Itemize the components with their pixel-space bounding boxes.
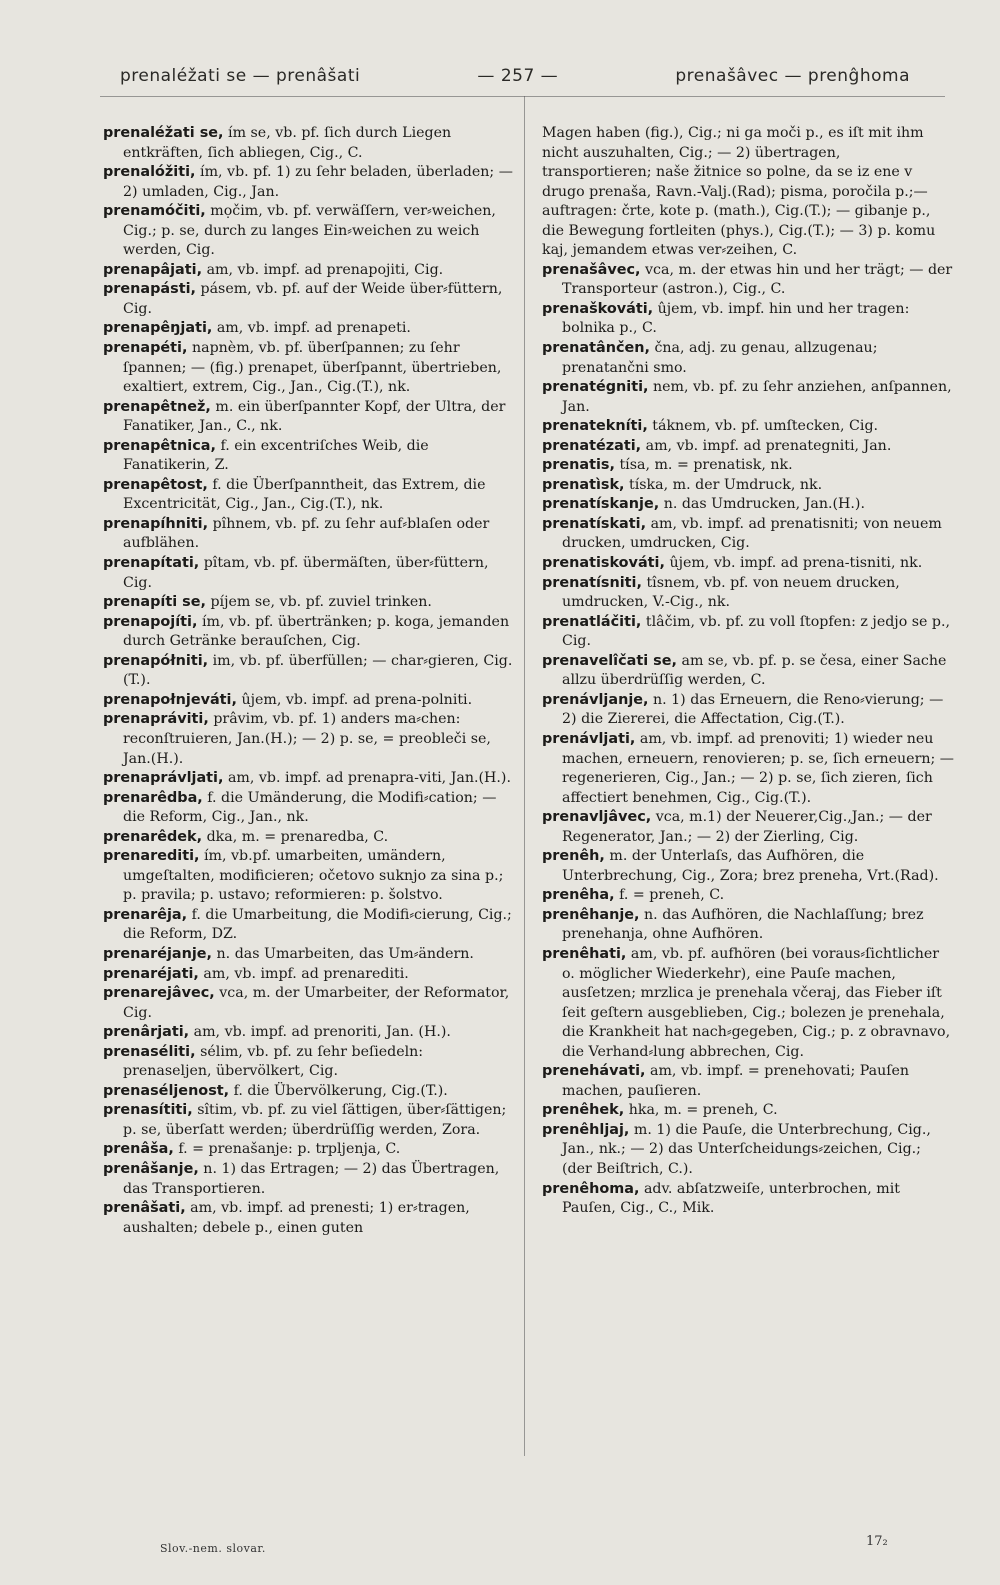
dictionary-entry	[103, 202, 513, 261]
dictionary-entry	[103, 1160, 513, 1199]
definition-text: am, vb. impf. ad prenatisniti; von neuem drucken, umdrucken, Cig.	[562, 515, 942, 552]
page-header	[120, 60, 910, 92]
dictionary-entry	[103, 1023, 513, 1043]
dictionary-entry	[103, 1101, 513, 1140]
dictionary-entry	[542, 652, 954, 691]
definition-text: pîhnem, vb. pf. zu ſehr auf⸗blaſen oder aufblähen.	[123, 515, 490, 552]
definition-text: táknem, vb. pf. umſtecken, Cig.	[647, 418, 879, 435]
definition-text: f. die Umarbeitung, die Modifi⸗cierung, Cig.; die Reform, DZ.	[123, 906, 512, 943]
dictionary-entry	[542, 417, 954, 437]
definition-text: ím, vb.pf. umarbeiten, umändern, umgeſtalten, modificieren; očetovo suknjo za sina p.; p. pravila; p. ustavo; reformieren: p. šolstvo.	[123, 848, 504, 904]
dictionary-entry	[542, 300, 954, 339]
headword: prenapíhniti,	[103, 515, 209, 532]
headword: prenarediti,	[103, 848, 200, 865]
dictionary-entry	[103, 1140, 513, 1160]
headword: prenávljati,	[542, 730, 636, 747]
definition-text: čna, adj. zu genau, allzugenau; prenatančni smo.	[562, 340, 878, 376]
headword: prenâšanje,	[103, 1160, 199, 1177]
headword: prenapâjati,	[103, 261, 203, 278]
headword: prenêhoma,	[542, 1180, 640, 1197]
definition-text: tîsnem, vb. pf. von neuem drucken, umdrucken, V.-Cig., nk.	[562, 574, 900, 611]
headword: prenapásti,	[103, 281, 196, 298]
dictionary-entry	[103, 769, 513, 789]
dictionary-entry	[103, 965, 513, 985]
headword: prenalóžiti,	[103, 164, 196, 181]
headword: prenapíti se,	[103, 594, 206, 611]
definition-text: prâvim, vb. pf. 1) anders ma⸗chen: reconſtruieren, Jan.(H.); — 2) p. se, = preobleči se, Jan.(H.).	[123, 711, 491, 767]
dictionary-entry	[542, 808, 954, 847]
dictionary-entry	[103, 691, 513, 711]
definition-text: sîtim, vb. pf. zu viel ſättigen, über⸗ſättigen; p. se, überſatt werden; überdrüſſig werden, Zora.	[123, 1102, 507, 1138]
dictionary-entry	[103, 280, 513, 319]
definition-text: Magen haben (fig.), Cig.; ni ga moči p., es iſt mit ihm nicht auszuhalten, Cig.; — 2) übertragen, transportieren; naše žitnice so polne, da se iz ene v drugo prenaša, Ravn.-Valj.(Rad); pisma, poročila p.;—auftragen: črte, kote p. (math.), Cig.(T.); — gibanje p., die Bewegung fortleiten (phys.), Cig.(T.); — 3) p. komu kaj, jemandem etwas ver⸗zeihen, C.	[542, 125, 936, 259]
dictionary-entry	[103, 710, 513, 769]
headword: prenapítati,	[103, 555, 200, 572]
headword: prenatis,	[542, 457, 615, 474]
dictionary-entry	[542, 495, 954, 515]
headword: prenatískanje,	[542, 496, 660, 513]
headword: prenaséliti,	[103, 1043, 196, 1060]
definition-text: vca, m.1) der Neuerer,Cig.,Jan.; — der Regenerator, Jan.; — 2) der Zierling, Cig.	[562, 809, 932, 845]
dictionary-entry	[103, 476, 513, 515]
headword: prenêha,	[542, 887, 615, 904]
dictionary-entry	[542, 691, 954, 730]
right-column	[542, 124, 954, 1219]
definition-text: pîtam, vb. pf. übermäſten, über⸗füttern, Cig.	[123, 555, 489, 591]
dictionary-entry	[103, 261, 513, 281]
headword: prenapêtnež,	[103, 398, 211, 415]
headword: prenêhek,	[542, 1102, 625, 1119]
headword: prenâšati,	[103, 1200, 186, 1217]
headword: prenávljanje,	[542, 691, 649, 708]
definition-text: m. 1) die Pauſe, die Unterbrechung, Cig., Jan., nk.; — 2) das Unterſcheidungs⸗zeichen, Cig.; (der Beiſtrich, C.).	[562, 1121, 931, 1177]
definition-text: vca, m. der etwas hin und her trägt; — der Transporteur (astron.), Cig., C.	[562, 261, 953, 298]
dictionary-entry	[542, 730, 954, 808]
headword: prenaškováti,	[542, 300, 654, 317]
definition-text: am, vb. pf. aufhören (bei voraus⸗ſichtlicher o. möglicher Wiederkehr), eine Pauſe machen, ausſetzen; mrzlica je prenehala včeraj, das Fieber iſt ſeit geſtern ausgeblieben, Cig.; bolezen je prenehala, die Krankheit hat nach⸗gegeben, Cig.; p. z obravnavo, die Verhand⸗lung abbrechen, Cig.	[562, 945, 951, 1060]
dictionary-entry	[103, 613, 513, 652]
dictionary-entry	[103, 945, 513, 965]
definition-text: ûjem, vb. impf. hin und her tragen: bolnika p., C.	[562, 300, 910, 337]
dictionary-entry	[103, 789, 513, 828]
definition-text: im, vb. pf. überfüllen; — char⸗gieren, Cig.(T.).	[123, 652, 513, 689]
definition-text: am, vb. impf. ad prenesti; 1) er⸗tragen, aushalten; debele p., einen guten	[123, 1200, 470, 1236]
headword: prenatégniti,	[542, 379, 649, 396]
definition-text: n. 1) das Erneuern, die Reno⸗vierung; — 2) die Ziererei, die Affectation, Cig.(T.).	[562, 691, 944, 728]
definition-text: f. ein excentriſches Weib, die Fanatikerin, Z.	[123, 437, 429, 474]
definition-text: am, vb. impf. ad prenapojiti, Cig.	[202, 261, 444, 278]
dictionary-entry	[103, 1082, 513, 1102]
headword: prenâša,	[103, 1141, 174, 1158]
headword: prenatísniti,	[542, 574, 642, 591]
headword: prenapojíti,	[103, 613, 198, 630]
headword: prenapołnjeváti,	[103, 691, 237, 708]
dictionary-entry	[103, 847, 513, 906]
headword: prenarêja,	[103, 906, 188, 923]
headword: prenêhati,	[542, 945, 627, 962]
dictionary-entry	[103, 437, 513, 476]
definition-text: mọčim, vb. pf. verwäſſern, ver⸗weichen, Cig.; p. se, durch zu langes Ein⸗weichen zu weich werden, Cig.	[123, 203, 496, 259]
dictionary-entry	[103, 1043, 513, 1082]
headword: prenatekníti,	[542, 418, 648, 435]
definition-text: m. ein überſpannter Kopf, der Ultra, der Fanatiker, Jan., C., nk.	[123, 398, 506, 435]
headword: prenaléžati se,	[103, 125, 224, 141]
definition-text: n. das Umdrucken, Jan.(H.).	[659, 496, 865, 513]
definition-text: f. = preneh, C.	[614, 887, 725, 904]
definition-text: dka, m. = prenaredba, C.	[202, 828, 389, 845]
dictionary-entry	[542, 378, 954, 417]
dictionary-entry	[542, 1062, 954, 1101]
headword: prenamóčiti,	[103, 203, 206, 220]
definition-text: am se, vb. pf. p. se česa, einer Sache allzu überdrüſſig werden, C.	[562, 652, 947, 689]
headword: prenatláčiti,	[542, 613, 642, 630]
dictionary-entry	[542, 906, 954, 945]
headword: prenapráviti,	[103, 711, 209, 728]
headword: prenarêdek,	[103, 828, 203, 845]
dictionary-entry	[103, 984, 513, 1023]
dictionary-entry	[103, 906, 513, 945]
dictionary-entry	[542, 476, 954, 496]
definition-text: f. = prenašanje: p. trpljenja, C.	[173, 1141, 401, 1158]
dictionary-entry	[103, 554, 513, 593]
definition-text: am, vb. impf. ad prenategniti, Jan.	[641, 437, 892, 454]
headword: prenaréjanje,	[103, 945, 213, 962]
dictionary-entry	[103, 339, 513, 398]
dictionary-entry	[542, 1121, 954, 1180]
headword: prenatìsk,	[542, 476, 625, 493]
definition-text: am, vb. impf. ad prenoviti; 1) wieder neu machen, erneuern, renovieren; p. se, ſich erneuern; — regenerieren, Cig., Jan.; — 2) p. se, ſich zieren, ſich affectiert benehmen, Cig., Cig.(T.).	[562, 730, 954, 806]
definition-text: ûjem, vb. impf. ad prena-tisniti, nk.	[664, 555, 923, 572]
dictionary-entry	[542, 1180, 954, 1219]
headword: prenapêtost,	[103, 476, 208, 493]
headword: prenehávati,	[542, 1063, 646, 1080]
dictionary-entry	[103, 124, 513, 163]
dictionary-entry	[542, 339, 954, 378]
footer-signature-text: Slov.-nem. slovar.	[160, 1542, 266, 1555]
headword: prenatískati,	[542, 515, 647, 532]
headword: prenaprávljati,	[103, 770, 224, 787]
headword: prenatiskováti,	[542, 555, 665, 572]
dictionary-entry	[542, 554, 954, 574]
definition-text: ûjem, vb. impf. ad prena-polniti.	[236, 691, 473, 708]
definition-text: sélim, vb. pf. zu ſehr beſiedeln: prenaseljen, übervölkert, Cig.	[123, 1043, 424, 1080]
dictionary-entry	[542, 945, 954, 1062]
definition-text: m. der Unterlaſs, das Aufhören, die Unterbrechung, Cig., Zora; brez preneha, Vrt.(Rad).	[562, 848, 939, 884]
definition-text: ím, vb. pf. übertränken; p. koga, jemanden durch Getränke berauſchen, Cig.	[123, 613, 510, 650]
definition-text: nem, vb. pf. zu ſehr anziehen, anſpannen, Jan.	[562, 379, 952, 415]
headword: prenaréjati,	[103, 965, 199, 982]
dictionary-entry	[103, 652, 513, 691]
dictionary-entry	[542, 456, 954, 476]
dictionary-entry	[542, 847, 954, 886]
definition-text: tíska, m. der Umdruck, nk.	[624, 476, 823, 493]
headword: prenaséljenost,	[103, 1082, 230, 1099]
printer-signature: 17₂	[866, 1534, 888, 1549]
definition-text: adv. abſatzweiſe, unterbrochen, mit Pauſen, Cig., C., Mik.	[562, 1180, 900, 1217]
headword: prenapółniti,	[103, 652, 209, 669]
dictionary-entry	[542, 124, 954, 261]
definition-text: píjem se, vb. pf. zuviel trinken.	[205, 594, 432, 611]
definition-text: vca, m. der Umarbeiter, der Reformator, Cig.	[123, 985, 510, 1021]
headword: prenašâvec,	[542, 261, 641, 278]
dictionary-entry	[542, 437, 954, 457]
definition-text: napnèm, vb. pf. überſpannen; zu ſehr ſpannen; — (fig.) prenapet, überſpannt, übertrieben, exaltiert, extrem, Cig., Jan., Cig.(T.), nk.	[123, 340, 502, 396]
definition-text: tlâčim, vb. pf. zu voll ſtopfen: z jedjo se p., Cig.	[562, 613, 951, 650]
dictionary-entry	[103, 163, 513, 202]
headword: prenêhanje,	[542, 906, 640, 923]
dictionary-entry	[542, 886, 954, 906]
headword: prenapêŋjati,	[103, 320, 213, 337]
header-right: prenašâvec — prenĝhoma	[675, 66, 910, 86]
definition-text: am, vb. impf. ad prenarediti.	[198, 965, 409, 982]
definition-text: pásem, vb. pf. auf der Weide über⸗füttern, Cig.	[123, 281, 503, 317]
dictionary-entry	[103, 593, 513, 613]
dictionary-entry	[103, 398, 513, 437]
definition-text: tísa, m. = prenatisk, nk.	[614, 457, 793, 474]
headword: prenêhljaj,	[542, 1121, 630, 1138]
dictionary-entry	[103, 515, 513, 554]
headword: prenatézati,	[542, 437, 642, 454]
definition-text: n. 1) das Ertragen; — 2) das Übertragen, das Transportieren.	[123, 1160, 500, 1197]
headword: prenasítiti,	[103, 1102, 193, 1119]
definition-text: n. das Aufhören, die Nachlaſſung; brez prenehanja, ohne Aufhören.	[562, 906, 924, 943]
dictionary-entry	[103, 828, 513, 848]
dictionary-entry	[542, 574, 954, 613]
dictionary-entry	[542, 1101, 954, 1121]
headword: prenavljâvec,	[542, 809, 652, 826]
definition-text: f. die Übervölkerung, Cig.(T.).	[229, 1082, 448, 1099]
definition-text: hka, m. = preneh, C.	[624, 1102, 778, 1119]
header-rule	[100, 96, 945, 97]
definition-text: am, vb. impf. ad prenapeti.	[212, 320, 411, 337]
headword: prenârjati,	[103, 1024, 190, 1041]
headword: prenarêdba,	[103, 789, 203, 806]
definition-text: f. die Überſpanntheit, das Extrem, die Excentricität, Cig., Jan., Cig.(T.), nk.	[123, 476, 486, 513]
header-left: prenaléžati se — prenâšati	[120, 66, 361, 86]
dictionary-entry	[542, 261, 954, 300]
headword: prenavelîčati se,	[542, 652, 677, 669]
headword: prenarejâvec,	[103, 985, 215, 1002]
definition-text: am, vb. impf. ad prenapra-viti, Jan.(H.).	[223, 770, 511, 787]
definition-text: am, vb. impf. ad prenoriti, Jan. (H.).	[189, 1024, 451, 1041]
dictionary-entry	[103, 1199, 513, 1238]
dictionary-entry	[542, 515, 954, 554]
column-divider	[524, 96, 525, 1456]
definition-text: ím se, vb. pf. ſich durch Liegen entkräften, ſich abliegen, Cig., C.	[123, 125, 452, 161]
headword: prenapéti,	[103, 340, 188, 357]
dictionary-entry	[542, 613, 954, 652]
dictionary-entry	[103, 319, 513, 339]
definition-text: f. die Umänderung, die Modifi⸗cation; — die Reform, Cig., Jan., nk.	[123, 789, 497, 826]
left-column	[103, 124, 513, 1238]
headword: prenêh,	[542, 848, 605, 865]
headword: prenatânčen,	[542, 340, 650, 357]
definition-text: ím, vb. pf. 1) zu ſehr beladen, überladen; — 2) umladen, Cig., Jan.	[123, 164, 513, 200]
definition-text: n. das Umarbeiten, das Um⸗ändern.	[212, 945, 474, 962]
headword: prenapêtnica,	[103, 437, 216, 454]
page-number: — 257 —	[477, 66, 559, 86]
definition-text: am, vb. impf. = prenehovati; Pauſen machen, pauſieren.	[562, 1063, 910, 1099]
